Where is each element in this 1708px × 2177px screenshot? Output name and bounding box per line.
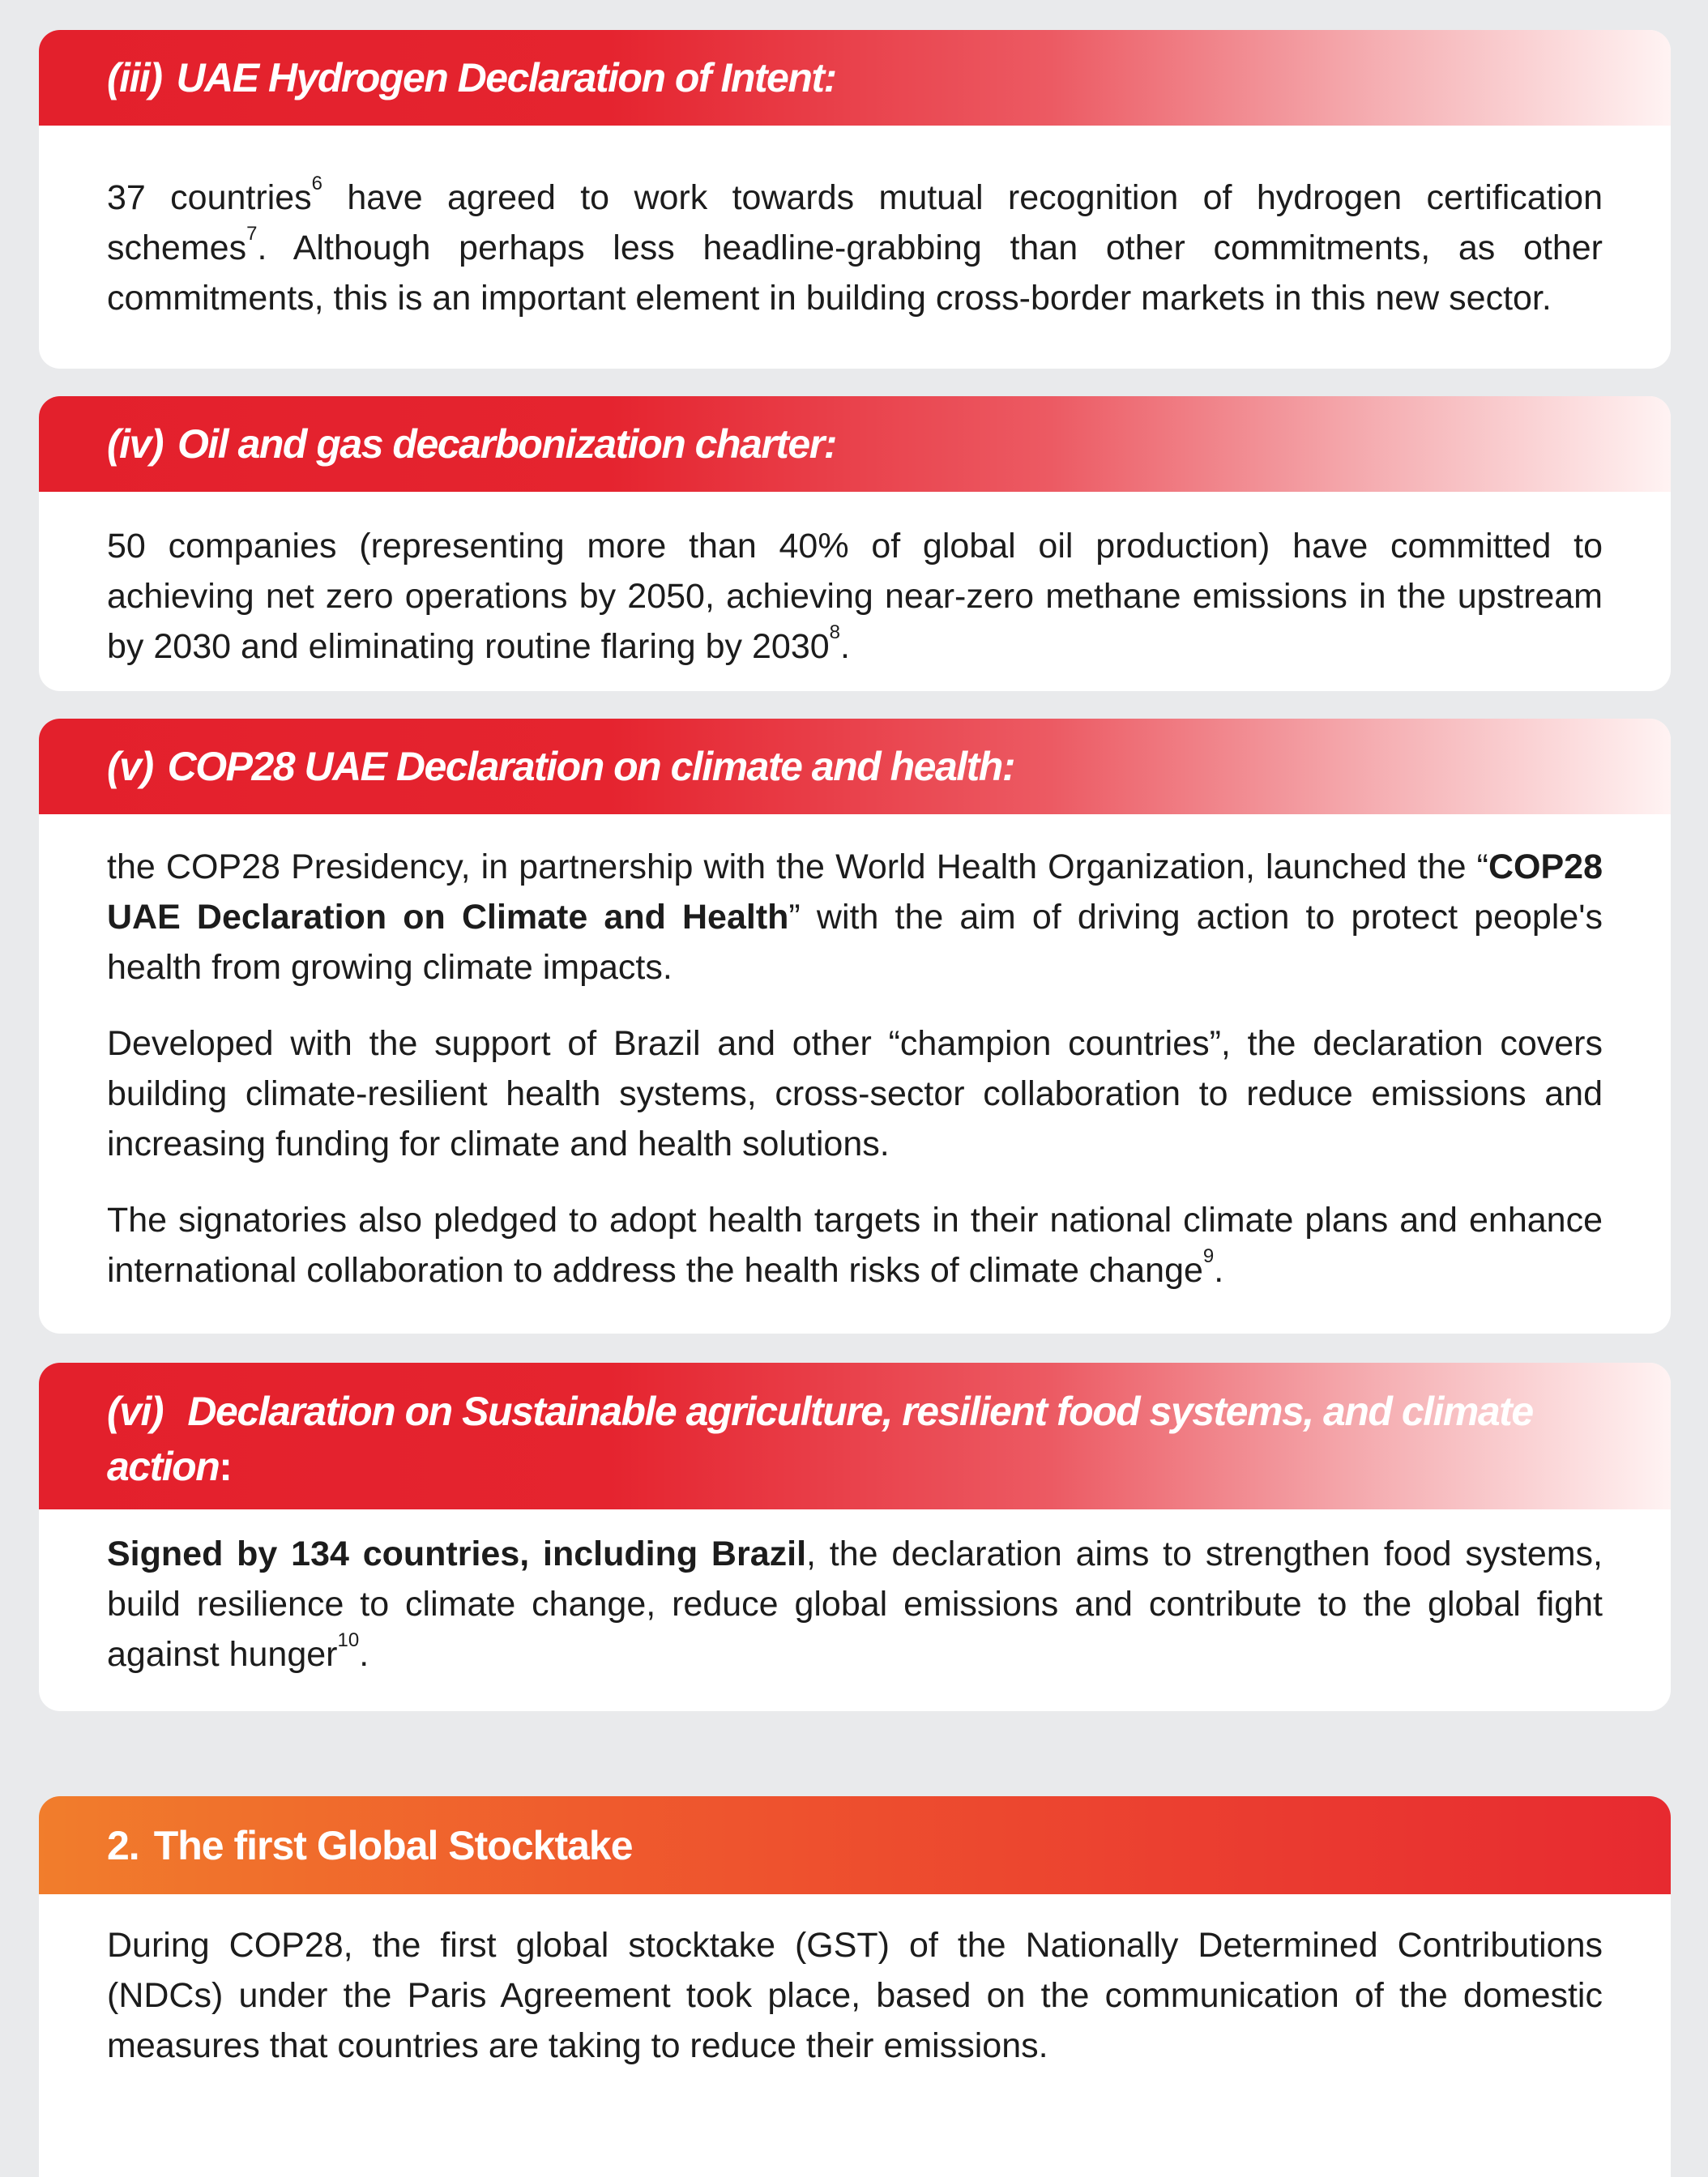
text: 37 countries bbox=[107, 178, 312, 217]
text: 50 companies (representing more than 40% of global oil production) have committed to achieving net zero operations by 2050, achieving near-zero methane emissions in the upstream by 2030 and eliminating routine flaring by 2030 bbox=[107, 527, 1603, 666]
footnote-ref: 10 bbox=[337, 1629, 360, 1651]
footnote-ref: 9 bbox=[1202, 1245, 1215, 1267]
paragraph bbox=[107, 173, 1603, 323]
section-header-hydrogen bbox=[39, 30, 1671, 126]
section-number: (iii) bbox=[107, 55, 162, 100]
paragraph bbox=[107, 842, 1603, 992]
section-title-text: COP28 UAE Declaration on climate and health: bbox=[167, 744, 1014, 789]
section-body-health bbox=[39, 814, 1671, 1296]
section-title-text: Oil and gas decarbonization charter: bbox=[177, 421, 836, 467]
text: . bbox=[840, 627, 850, 666]
section-header-oil-gas bbox=[39, 396, 1671, 492]
section-number: (v) bbox=[107, 744, 153, 789]
section-header-global-stocktake bbox=[39, 1796, 1671, 1894]
section-title-hydrogen bbox=[107, 50, 836, 105]
section-body-hydrogen bbox=[39, 126, 1671, 323]
section-title-text: UAE Hydrogen Declaration of Intent: bbox=[176, 55, 836, 100]
footnote-ref: 8 bbox=[829, 621, 841, 643]
text: the COP28 Presidency, in partnership with the World Health Organization, launched the “ bbox=[107, 847, 1488, 886]
text: have agreed to work towards mutual recognition of hydrogen certification schemes bbox=[107, 178, 1603, 267]
declaration-name: COP28 UAE Declaration on Climate and Health bbox=[107, 847, 1603, 937]
section-title-text: Declaration on Sustainable agriculture, resilient food systems, and climate action bbox=[107, 1388, 1533, 1489]
section-number: (iv) bbox=[107, 421, 163, 467]
footnote-ref: 6 bbox=[311, 173, 323, 194]
paragraph bbox=[107, 1529, 1603, 1680]
section-card-agriculture bbox=[39, 1363, 1671, 1711]
text: . Although perhaps less headline-grabbing than other commitments, as other commitments, this is an important element in building cross-border markets in this new sector. bbox=[107, 228, 1603, 318]
section-title-agriculture bbox=[107, 1384, 1603, 1494]
section-title-global-stocktake bbox=[107, 1818, 633, 1873]
section-card-global-stocktake bbox=[39, 1796, 1671, 2177]
text: . bbox=[1214, 1251, 1224, 1290]
section-body-global-stocktake bbox=[39, 1894, 1671, 2071]
text: The signatories also pledged to adopt health targets in their national climate plans and enhance international collaboration to address the health risks of climate change bbox=[107, 1201, 1603, 1290]
section-card-oil-gas bbox=[39, 396, 1671, 691]
section-body-oil-gas bbox=[39, 492, 1671, 672]
footnote-ref: 7 bbox=[246, 223, 258, 245]
text: . bbox=[359, 1635, 369, 1674]
section-card-hydrogen bbox=[39, 30, 1671, 369]
section-header-agriculture bbox=[39, 1363, 1671, 1509]
text: ” with the aim of driving action to protect people's health from growing climate impacts. bbox=[107, 898, 1603, 987]
paragraph: During COP28, the first global stocktake (GST) of the Nationally Determined Contributions (NDCs) under the Paris Agreement took place, based on the communication of the domestic measures that countries are taking to reduce their emissions. bbox=[107, 1926, 1603, 2065]
highlight-text: Signed by 134 countries, including Brazil bbox=[107, 1535, 807, 1573]
section-body-agriculture bbox=[39, 1509, 1671, 1680]
text: , the declaration aims to strengthen food systems, build resilience to climate change, reduce global emissions and contribute to the global fight against hunger bbox=[107, 1535, 1603, 1674]
section-number: 2. bbox=[107, 1822, 139, 1868]
title-suffix: : bbox=[219, 1443, 232, 1489]
section-title-oil-gas bbox=[107, 416, 836, 472]
paragraph: Developed with the support of Brazil and other “champion countries”, the declaration covers building climate-resilient health systems, cross-sector collaboration to reduce emissions and increasing funding for climate and health solutions. bbox=[107, 1024, 1603, 1163]
section-card-health bbox=[39, 719, 1671, 1334]
section-header-health bbox=[39, 719, 1671, 814]
section-title-text: The first Global Stocktake bbox=[153, 1822, 633, 1868]
section-number: (vi) bbox=[107, 1388, 163, 1434]
section-title-health bbox=[107, 739, 1014, 794]
paragraph bbox=[107, 1195, 1603, 1296]
paragraph bbox=[107, 521, 1603, 672]
